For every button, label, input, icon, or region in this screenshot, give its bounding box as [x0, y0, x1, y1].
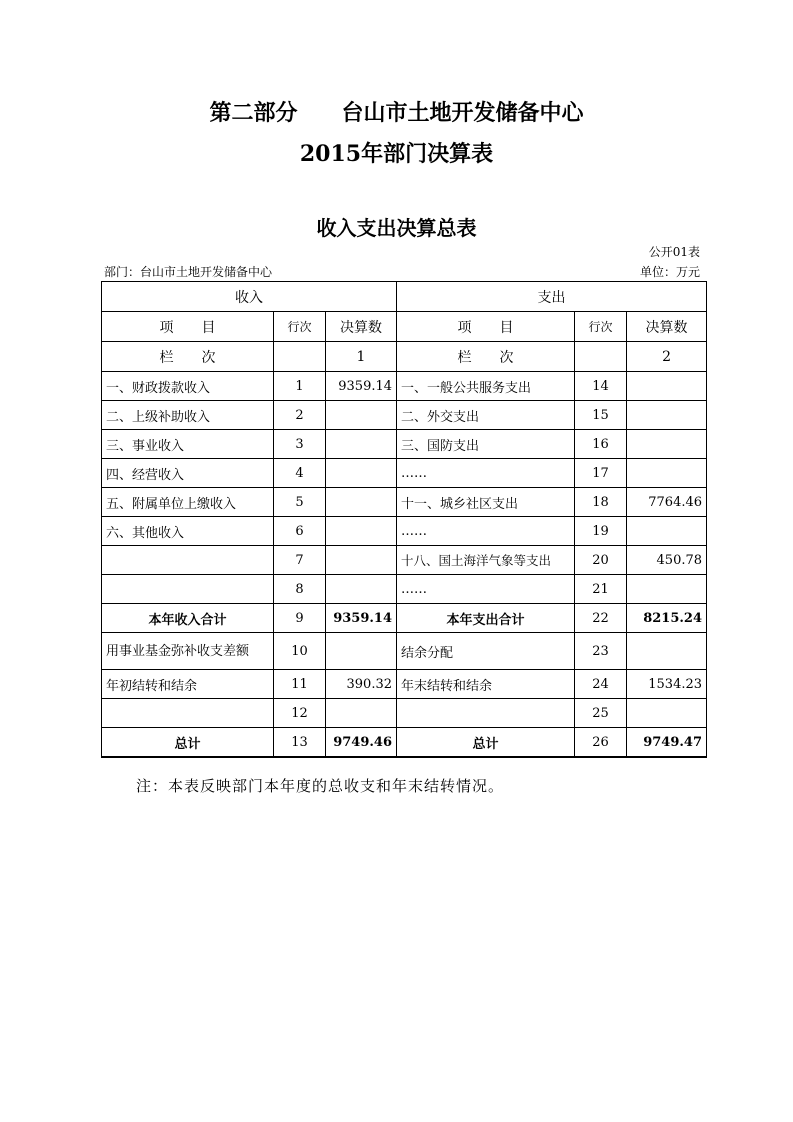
table-row	[102, 728, 707, 758]
department-label: 部门：台山市土地开发储备中心	[104, 265, 273, 279]
income-row-no: 13	[274, 728, 326, 758]
expense-row-no: 25	[575, 699, 627, 728]
expense-item: ……	[397, 459, 575, 488]
income-row-header: 行次	[274, 312, 326, 342]
income-item: 四、经营收入	[102, 459, 274, 488]
table-row	[102, 430, 707, 459]
income-expense-table	[101, 281, 707, 758]
income-column-label: 栏 次	[102, 342, 274, 372]
expense-header: 支出	[397, 282, 707, 312]
expense-item-header: 项 目	[397, 312, 575, 342]
expense-item: ……	[397, 575, 575, 604]
expense-subtotal: 8215.24	[627, 604, 707, 633]
table-row	[102, 670, 707, 699]
income-item-header: 项 目	[102, 312, 274, 342]
expense-amount: 7764.46	[627, 488, 707, 517]
expense-item: 二、外交支出	[397, 401, 575, 430]
unit-label: 单位：万元	[639, 265, 700, 279]
income-row-no: 11	[274, 670, 326, 699]
table-row	[102, 372, 707, 401]
income-amount-header: 决算数	[326, 312, 397, 342]
income-amount	[326, 699, 397, 728]
expense-amount	[627, 633, 707, 670]
income-amount	[326, 459, 397, 488]
expense-amount	[627, 575, 707, 604]
expense-row-no: 21	[575, 575, 627, 604]
document-title-line2: 2015年部门决算表	[299, 141, 494, 167]
income-row-no: 4	[274, 459, 326, 488]
income-row-no: 9	[274, 604, 326, 633]
table-row	[102, 575, 707, 604]
expense-row-no: 18	[575, 488, 627, 517]
income-subtotal: 9359.14	[326, 604, 397, 633]
income-amount	[326, 633, 397, 670]
income-row-no: 10	[274, 633, 326, 670]
expense-amount	[627, 401, 707, 430]
income-total-label: 总计	[102, 728, 274, 758]
table-row	[102, 488, 707, 517]
expense-item: 结余分配	[397, 633, 575, 670]
expense-item: 十八、国土海洋气象等支出	[397, 546, 575, 575]
income-item: 二、上级补助收入	[102, 401, 274, 430]
expense-row-no: 19	[575, 517, 627, 546]
income-row-no: 2	[274, 401, 326, 430]
income-column-blank	[274, 342, 326, 372]
expense-row-no: 17	[575, 459, 627, 488]
income-item	[102, 546, 274, 575]
expense-amount	[627, 430, 707, 459]
footnote: 注：本表反映部门本年度的总收支和年末结转情况。	[136, 777, 505, 795]
expense-amount	[627, 372, 707, 401]
income-amount	[326, 430, 397, 459]
expense-amount: 450.78	[627, 546, 707, 575]
expense-row-no: 20	[575, 546, 627, 575]
expense-amount-header: 决算数	[627, 312, 707, 342]
expense-item	[397, 699, 575, 728]
expense-row-no: 26	[575, 728, 627, 758]
income-item	[102, 699, 274, 728]
expense-row-no: 15	[575, 401, 627, 430]
income-item	[102, 575, 274, 604]
income-row-no: 3	[274, 430, 326, 459]
income-row-no: 12	[274, 699, 326, 728]
income-header: 收入	[102, 282, 397, 312]
table-row	[102, 546, 707, 575]
table-row	[102, 604, 707, 633]
income-amount	[326, 401, 397, 430]
expense-item: 一、一般公共服务支出	[397, 372, 575, 401]
income-item: 三、事业收入	[102, 430, 274, 459]
income-column-number: 1	[326, 342, 397, 372]
expense-total: 9749.47	[627, 728, 707, 758]
expense-row-no: 24	[575, 670, 627, 699]
income-row-no: 6	[274, 517, 326, 546]
income-item: 五、附属单位上缴收入	[102, 488, 274, 517]
income-amount	[326, 575, 397, 604]
expense-row-header: 行次	[575, 312, 627, 342]
income-amount: 9359.14	[326, 372, 397, 401]
expense-item: 十一、城乡社区支出	[397, 488, 575, 517]
income-row-no: 1	[274, 372, 326, 401]
table-row	[102, 401, 707, 430]
expense-amount: 1534.23	[627, 670, 707, 699]
income-item: 一、财政拨款收入	[102, 372, 274, 401]
expense-row-no: 22	[575, 604, 627, 633]
table-row	[102, 517, 707, 546]
income-subtotal-label: 本年收入合计	[102, 604, 274, 633]
income-total: 9749.46	[326, 728, 397, 758]
expense-subtotal-label: 本年支出合计	[397, 604, 575, 633]
table-row	[102, 633, 707, 670]
expense-total-label: 总计	[397, 728, 575, 758]
expense-item: 年末结转和结余	[397, 670, 575, 699]
income-amount	[326, 517, 397, 546]
form-number: 公开01表	[648, 245, 700, 259]
income-row-no: 8	[274, 575, 326, 604]
expense-column-number: 2	[627, 342, 707, 372]
expense-column-blank	[575, 342, 627, 372]
expense-amount	[627, 699, 707, 728]
income-row-no: 7	[274, 546, 326, 575]
expense-column-label: 栏 次	[397, 342, 575, 372]
expense-item: ……	[397, 517, 575, 546]
income-item: 六、其他收入	[102, 517, 274, 546]
expense-amount	[627, 517, 707, 546]
table-row	[102, 459, 707, 488]
income-row-no: 5	[274, 488, 326, 517]
income-amount	[326, 488, 397, 517]
table-title: 收入支出决算总表	[316, 216, 477, 240]
expense-amount	[627, 459, 707, 488]
income-item: 用事业基金弥补收支差额	[102, 633, 274, 670]
income-amount: 390.32	[326, 670, 397, 699]
expense-row-no: 23	[575, 633, 627, 670]
document-title-line1: 第二部分 台山市土地开发储备中心	[209, 100, 584, 126]
income-amount	[326, 546, 397, 575]
table-row	[102, 699, 707, 728]
expense-row-no: 14	[575, 372, 627, 401]
income-item: 年初结转和结余	[102, 670, 274, 699]
expense-row-no: 16	[575, 430, 627, 459]
expense-item: 三、国防支出	[397, 430, 575, 459]
